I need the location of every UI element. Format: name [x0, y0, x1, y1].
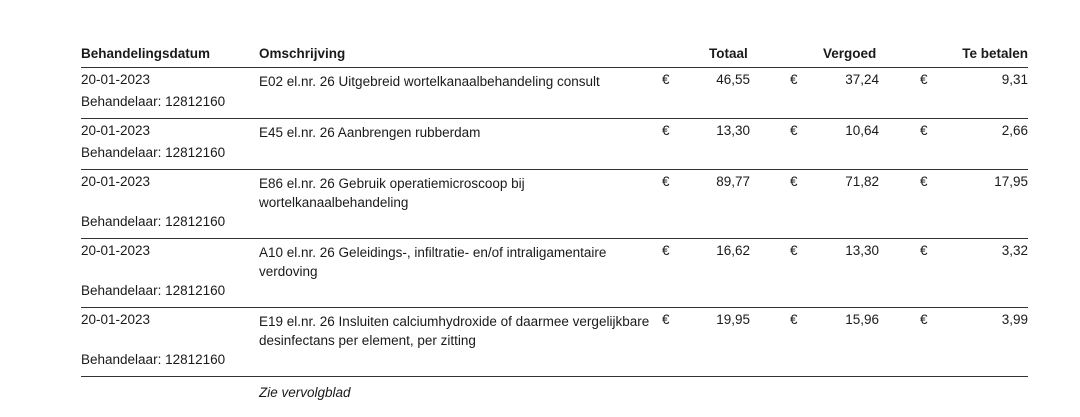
euro-symbol: €: [790, 72, 798, 87]
description-cell: E02 el.nr. 26 Uitgebreid wortelkanaalbehandeling consult: [259, 74, 600, 89]
euro-symbol: €: [662, 312, 670, 327]
total-cell: 19,95: [716, 312, 750, 327]
total-cell: 89,77: [716, 174, 750, 189]
date-cell: 20-01-2023: [81, 174, 151, 189]
date-cell: 20-01-2023: [81, 312, 151, 327]
divider: [81, 118, 1028, 119]
header-total: Totaal: [709, 46, 748, 61]
euro-symbol: €: [790, 123, 798, 138]
divider: [81, 307, 1028, 308]
description-cell: E45 el.nr. 26 Aanbrengen rubberdam: [259, 125, 481, 140]
divider: [81, 238, 1028, 239]
divider: [81, 376, 1028, 377]
header-reimbursed: Vergoed: [823, 46, 877, 61]
euro-symbol: €: [662, 174, 670, 189]
total-cell: 46,55: [716, 72, 750, 87]
euro-symbol: €: [662, 72, 670, 87]
to-pay-cell: 3,99: [1001, 312, 1028, 327]
description-cell: E86 el.nr. 26 Gebruik operatiemicroscoop bij wortelkanaalbehandeling: [259, 176, 525, 210]
euro-symbol: €: [662, 243, 670, 258]
divider: [81, 169, 1028, 170]
to-pay-cell: 3,32: [1001, 243, 1028, 258]
reimbursed-cell: 15,96: [845, 312, 879, 327]
divider: [81, 67, 1028, 68]
reimbursed-cell: 71,82: [845, 174, 879, 189]
euro-symbol: €: [790, 174, 798, 189]
euro-symbol: €: [920, 174, 928, 189]
practitioner-cell: Behandelaar: 12812160: [81, 94, 226, 109]
description-cell: E19 el.nr. 26 Insluiten calciumhydroxide of daarmee vergelijkbare desinfectans per element, per zitting: [259, 314, 650, 348]
euro-symbol: €: [790, 243, 798, 258]
euro-symbol: €: [920, 312, 928, 327]
date-cell: 20-01-2023: [81, 123, 151, 138]
reimbursed-cell: 13,30: [845, 243, 879, 258]
to-pay-cell: 17,95: [994, 174, 1028, 189]
header-description: Omschrijving: [259, 46, 346, 61]
total-cell: 13,30: [716, 123, 750, 138]
date-cell: 20-01-2023: [81, 72, 151, 87]
reimbursed-cell: 37,24: [845, 72, 879, 87]
euro-symbol: €: [662, 123, 670, 138]
to-pay-cell: 2,66: [1001, 123, 1028, 138]
euro-symbol: €: [920, 243, 928, 258]
practitioner-cell: Behandelaar: 12812160: [81, 352, 226, 367]
header-to-pay: Te betalen: [962, 46, 1028, 61]
to-pay-cell: 9,31: [1001, 72, 1028, 87]
reimbursed-cell: 10,64: [845, 123, 879, 138]
continuation-note: Zie vervolgblad: [259, 385, 351, 400]
practitioner-cell: Behandelaar: 12812160: [81, 145, 226, 160]
total-cell: 16,62: [716, 243, 750, 258]
description-cell: A10 el.nr. 26 Geleidings-, infiltratie- en/of intraligamentaire verdoving: [259, 245, 607, 279]
practitioner-cell: Behandelaar: 12812160: [81, 283, 226, 298]
header-date: Behandelingsdatum: [81, 46, 211, 61]
table-header: [81, 44, 1028, 68]
euro-symbol: €: [790, 312, 798, 327]
euro-symbol: €: [920, 123, 928, 138]
date-cell: 20-01-2023: [81, 243, 151, 258]
euro-symbol: €: [920, 72, 928, 87]
practitioner-cell: Behandelaar: 12812160: [81, 214, 226, 229]
